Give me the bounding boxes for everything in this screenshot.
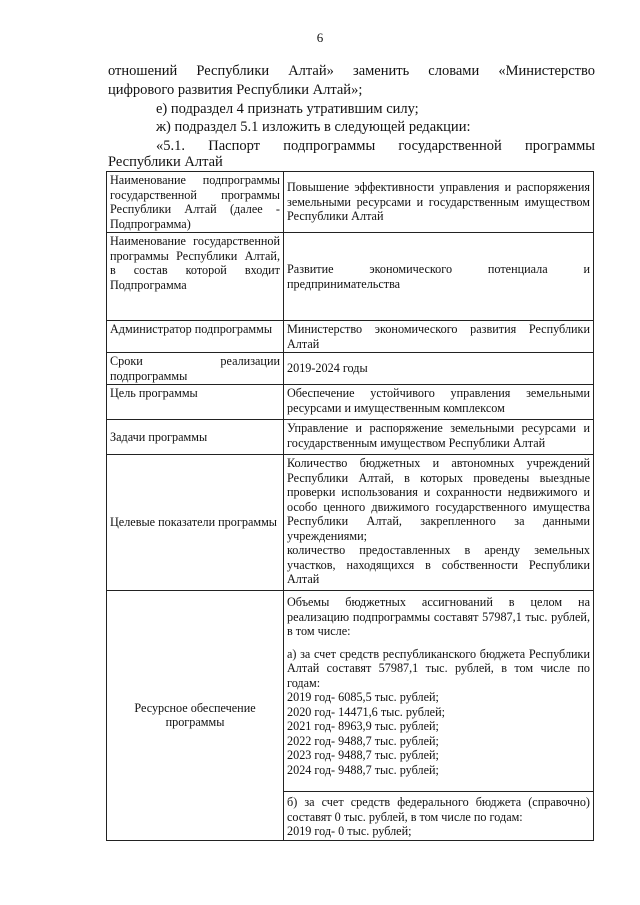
table-row [107,455,594,591]
table-row [107,321,594,353]
row-label: Наименование государственной программы Республики Алтай, в состав которой входит Подпрограмма [107,233,284,321]
intro-line-2: цифрового развития Республики Алтай»; [108,82,363,98]
row-label: Администратор подпрограммы [107,321,284,353]
indicator-1: Количество бюджетных и автономных учреждений Республики Алтай, в которых проведены выездные проверки использования и сохранности недвижимого и особо ценного движимого государственного имущества Республики Алтай, закрепленного за данными учреждениями; [287,456,590,543]
federal-budget-intro: б) за счет средств федерального бюджета (справочно) составят 0 тыс. рублей, в том числе по годам: [287,795,590,824]
row-label: Задачи программы [107,420,284,455]
row-label: Целевые показатели программы [107,455,284,591]
passport-table [106,171,594,841]
row-value: Развитие экономического потенциала и предпринимательства [284,233,594,321]
resources-value [284,591,594,841]
row-value: 2019-2024 годы [284,353,594,385]
republic-budget-intro: а) за счет средств республиканского бюджета Республики Алтай составят 57987,1 тыс. рублей, в том числе по годам: [287,646,590,690]
table-row [107,420,594,455]
table-row [107,172,594,233]
republic-year-list [287,690,590,777]
list-item: 2019 год- 0 тыс. рублей; [287,824,412,838]
table-row [107,353,594,385]
list-item: 2023 год- 9488,7 тыс. рублей; [287,748,439,762]
row-value [284,455,594,591]
row-label: Наименование подпрограммы государственной программы Республики Алтай (далее - Подпрограмма) [107,172,284,233]
passport-heading: «5.1. Паспорт подпрограммы государственной программы [156,138,595,154]
list-item: 2024 год- 9488,7 тыс. рублей; [287,762,439,777]
indicator-2: количество предоставленных в аренду земельных участков, находящихся в собственности Республики Алтай [287,543,590,586]
list-item: 2022 год- 9488,7 тыс. рублей; [287,733,439,748]
row-value: Управление и распоряжение земельными ресурсами и государственным имуществом Республики Алтай [284,420,594,455]
federal-budget-section [284,791,593,839]
row-label: Сроки реализации подпрограммы [107,353,284,385]
table-row [107,233,594,321]
resources-total: Объемы бюджетных ассигнований в целом на реализацию подпрограммы составят 57987,1 тыс. рублей, в том числе: [287,595,590,638]
table-row [107,385,594,420]
intro-line-4: ж) подраздел 5.1 изложить в следующей редакции: [156,119,471,135]
intro-line-1: отношений Республики Алтай» заменить словами «Министерство [108,63,595,79]
page-number: 6 [316,30,324,45]
row-label: Цель программы [107,385,284,420]
row-value: Обеспечение устойчивого управления земельными ресурсами и имущественным комплексом [284,385,594,420]
intro-line-3: е) подраздел 4 признать утратившим силу; [156,101,419,117]
passport-heading-cont: Республики Алтай [108,154,223,170]
table-row [107,591,594,841]
list-item: 2019 год- 6085,5 тыс. рублей; [287,690,439,704]
resources-label: Ресурсное обеспечение программы [107,591,284,841]
list-item: 2020 год- 14471,6 тыс. рублей; [287,704,446,719]
row-value: Повышение эффективности управления и распоряжения земельными ресурсами и государственным имуществом Республики Алтай [284,172,594,233]
row-value: Министерство экономического развития Республики Алтай [284,321,594,353]
list-item: 2021 год- 8963,9 тыс. рублей; [287,719,439,733]
